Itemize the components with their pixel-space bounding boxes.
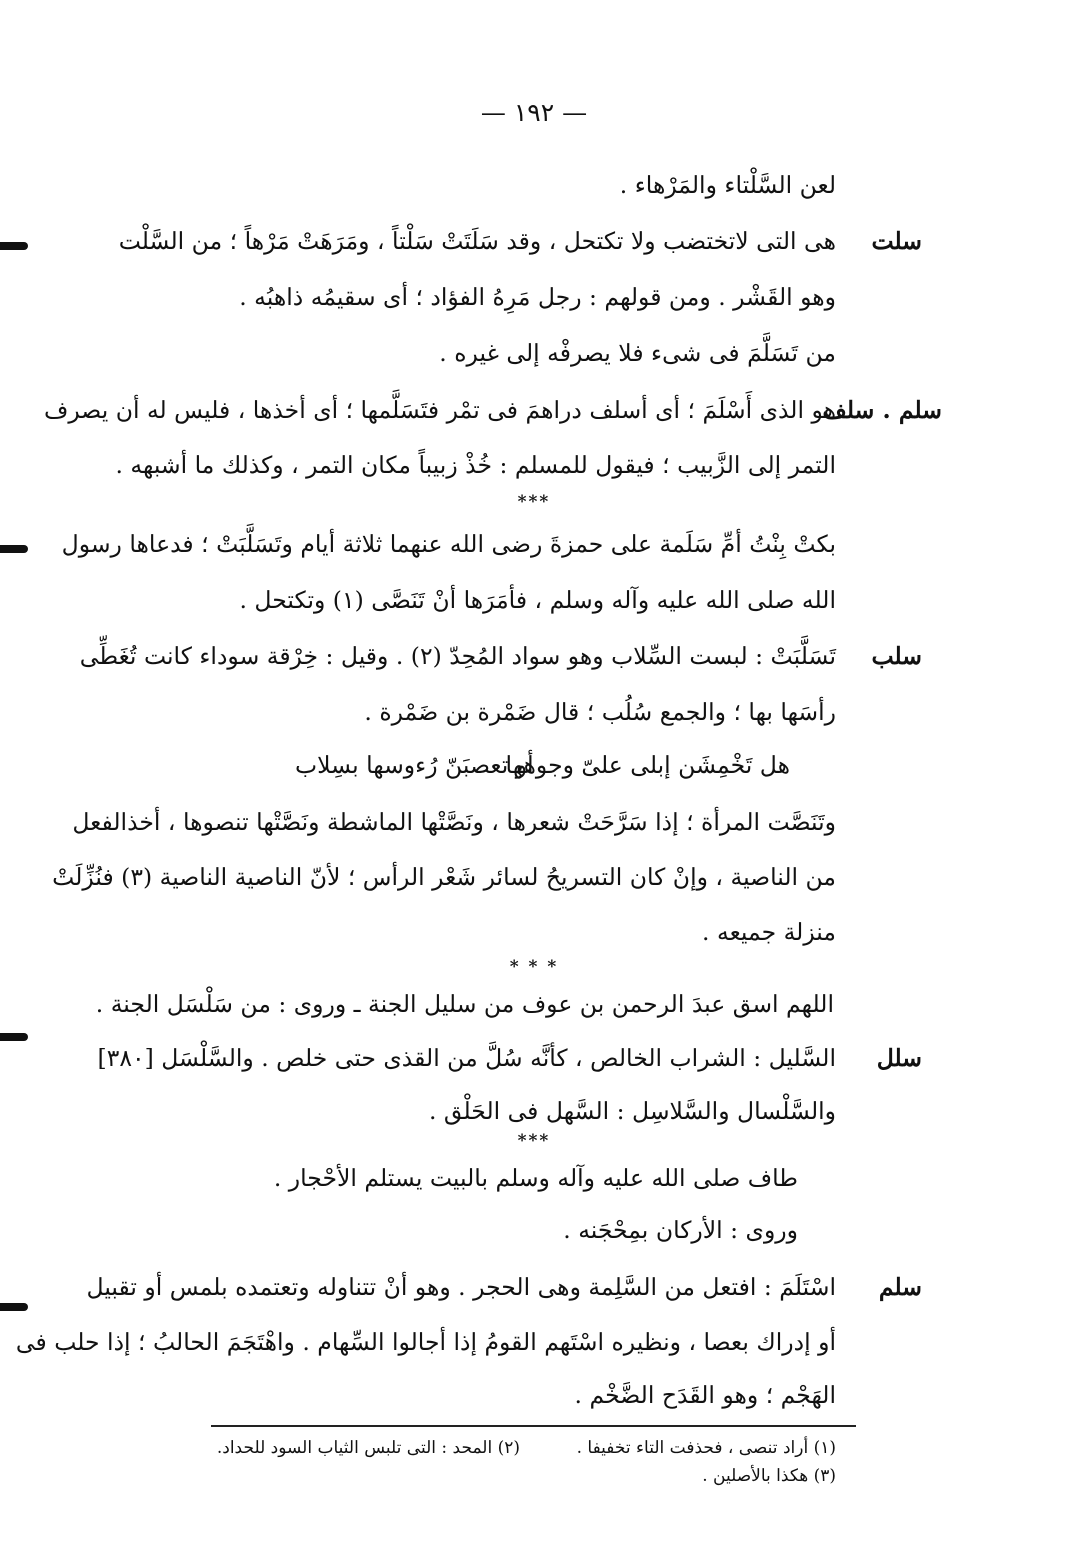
edge-mark [0, 545, 28, 553]
text-line: وتَنَصَّت المرأة ؛ إذا سَرَّحَتْ شعرها ، ونَصَّتْها الماشطة ونَصَّتْها تنصوها ، أخذالفعل [72, 808, 836, 836]
text-line: رأسَها بها ؛ والجمع سُلُب ؛ قال ضَمْرة بن ضَمْرة . [364, 698, 836, 726]
text-line: أو إدراك بعصا ، ونظيره اسْتَهم القومُ إذا أجالوا السِّهام . واهْتَجَمَ الحالبُ ؛ إذا حلب فى [15, 1328, 836, 1356]
text-line: الهَجْم ؛ وهو القَدَح الضَّخْم . [574, 1381, 836, 1409]
text-line: وهو القَشْر . ومن قولهم : رجل مَرِهُ الفؤاد ؛ أى سقيمُه ذاهبُه . [239, 283, 836, 311]
text-line: اللهم اسق عبدَ الرحمن بن عوف من سليل الجنة ـ وروى : من سَلْسَل الجنة . [95, 990, 834, 1018]
text-line: من تَسَلَّمَ فى شىء فلا يصرفْه إلى غيره . [439, 339, 836, 367]
footnote-2: (٢) المحد : التى تلبس الثياب السود للحداد. [216, 1438, 520, 1458]
text-line: لعن السَّلْتاء والمَرْهاء . [619, 171, 836, 199]
edge-mark [0, 1303, 28, 1311]
text-line: من الناصية ، وإنْ كان التسريحُ لسائر شَعْر الرأس ؛ لأنّ الناصية الناصية (٣) فنُزِّلَتْ [52, 863, 836, 891]
page-number: — ١٩٢ — [480, 98, 588, 127]
text-line: والسَّلْسال والسَّلاسِل : السَّهل فى الحَلْق . [428, 1097, 836, 1125]
section-separator: *** [517, 1131, 551, 1151]
edge-mark [0, 1033, 28, 1041]
text-line: السَّليل : الشراب الخالص ، كأنَّه سُلَّ من القذى حتى خلص . والسَّلْسَل [٣٨٠] [97, 1044, 836, 1072]
margin-heading: سلت [871, 227, 922, 255]
margin-heading: سلم . سلف [822, 396, 942, 424]
footnote-rule [211, 1425, 856, 1427]
edge-mark [0, 242, 28, 250]
text-line: بكتْ بِنْتُ أمِّ سَلَمة على حمزةَ رضى الله عنهما ثلاثة أيام وتَسَلَّبَتْ ؛ فدعاها رسول [61, 530, 836, 558]
margin-heading: سلب [871, 642, 922, 670]
text-line: منزلة جميعه . [702, 918, 836, 946]
section-separator: * * * [509, 957, 559, 977]
text-line: التمر إلى الزَّبيب ؛ فيقول للمسلم : خُذْ زبيباً مكان التمر ، وكذلك ما أشبهه . [115, 451, 836, 479]
verse-hemistich-right: هل تَخْمِشَن إبلى علىّ وجوهها [505, 751, 790, 779]
footnote-3: (٣) هكذا بالأصلين . [702, 1466, 836, 1486]
text-line: اسْتَلَمَ : افتعل من السَّلِمة وهى الحجر . وهو أنْ تتناوله وتعتمده بلمس أو تقبيل [86, 1273, 836, 1301]
text-line: هى التى لاتختضب ولا تكتحل ، وقد سَلَتَتْ سَلْتاً ، ومَرَهَتْ مَرْهاً ؛ من السَّلْت [118, 227, 836, 255]
text-line: وروى : الأركان بمِحْجَنه . [563, 1216, 798, 1244]
margin-heading: سلم [878, 1273, 922, 1301]
text-line: تَسَلَّبَتْ : لبست السِّلاب وهو سواد المُحِدّ (٢) . وقيل : خِرْقة سوداء كانت تُغَطِّى [79, 642, 836, 670]
footnote-1: (١) أراد تنصى ، فحذفت التاء تخفيفا . [576, 1438, 836, 1458]
text-line: طاف صلى الله عليه وآله وسلم بالبيت يستلم الأحْجار . [273, 1164, 798, 1192]
verse-hemistich-left: أو تعصبَنّ رُءوسها بسِلاب [295, 751, 534, 779]
margin-heading: سلل [876, 1044, 922, 1072]
text-line: الله صلى الله عليه وآله وسلم ، فأمَرَها أنْ تَنَصَّى (١) وتكتحل . [239, 586, 836, 614]
section-separator: *** [517, 492, 551, 512]
text-line: هو الذى أَسْلَمَ ؛ أى أسلف دراهمَ فى تمْر فتَسَلَّمها ؛ أى أخذها ، فليس له أن يصرف [43, 396, 836, 424]
